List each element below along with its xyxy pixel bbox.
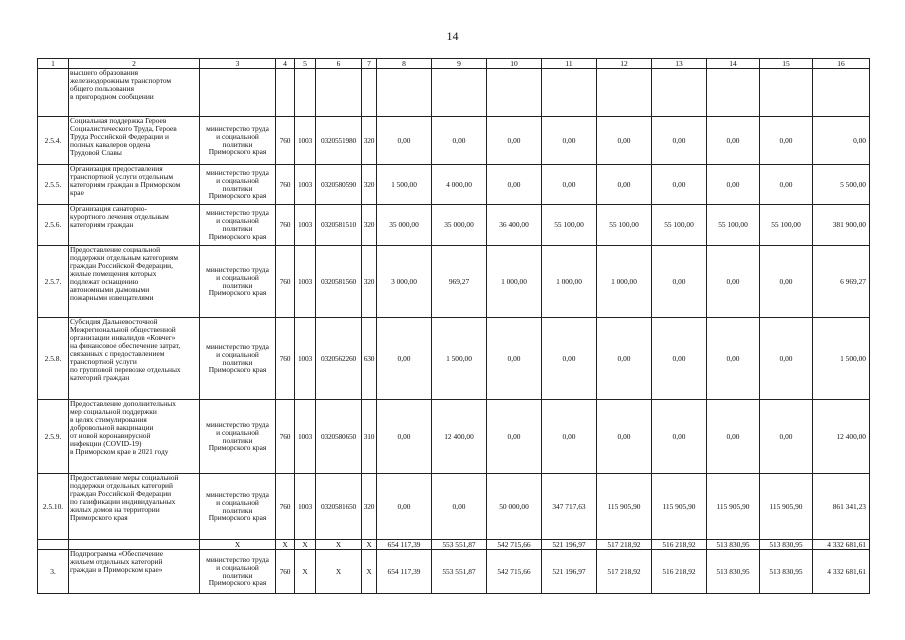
year-value: 0,00 (597, 117, 652, 165)
year-value (377, 69, 432, 117)
row-number: 2.5.10. (38, 474, 69, 540)
year-value: 0,00 (542, 400, 597, 474)
executor-line: политики (222, 280, 253, 290)
executor-line: политики (222, 183, 253, 193)
section-code: 1003 (295, 318, 316, 400)
year-value: 35 000,00 (432, 205, 487, 246)
year-value: 1 000,00 (487, 246, 542, 318)
year-value: 115 905,90 (707, 474, 760, 540)
item-name-line: пожарными извещателями (70, 292, 154, 302)
expense-type-code: 320 (362, 117, 377, 165)
executor-line: и социальной (216, 497, 259, 507)
item-name-line: жилых домов на территории (70, 504, 160, 514)
column-number-11: 11 (542, 59, 597, 69)
total-value: 1 500,00 (813, 318, 870, 400)
item-name-line: Подпрограмма «Обеспечение (70, 549, 164, 558)
executor-line: министерство труда (206, 489, 269, 499)
table-row (38, 474, 870, 540)
year-value: 1 500,00 (432, 318, 487, 400)
item-name (69, 165, 200, 205)
ministry-code (276, 69, 295, 117)
table-row (38, 246, 870, 318)
column-number-2: 2 (69, 59, 200, 69)
item-name-line: крае (70, 187, 84, 197)
item-name-line: Трудовой Славы (70, 147, 122, 157)
item-name-line: на финансовое обеспечение затрат, (70, 340, 181, 350)
year-value: 553 551,87 (432, 540, 487, 550)
year-value: 35 000,00 (377, 205, 432, 246)
item-name-line: поддержки отдельным категориям (70, 252, 179, 262)
total-value: 6 969,27 (813, 246, 870, 318)
item-name (69, 318, 200, 400)
executor-line: министерство труда (206, 208, 269, 218)
executor-line: министерство труда (206, 341, 269, 351)
table-row (38, 117, 870, 165)
executor-line: и социальной (216, 216, 259, 226)
ministry-code: 760 (276, 318, 295, 400)
total-value: 4 332 681,61 (813, 550, 870, 594)
section-code: 1003 (295, 165, 316, 205)
executor (200, 69, 276, 117)
executor (200, 474, 276, 540)
ministry-code: 760 (276, 474, 295, 540)
year-value (597, 69, 652, 117)
year-value: 0,00 (707, 165, 760, 205)
section-code: X (295, 540, 316, 550)
year-value: 115 905,90 (652, 474, 707, 540)
item-name-line: Социальная поддержка Героев (70, 116, 167, 125)
section-code (295, 69, 316, 117)
item-name-line: категориям граждан в Приморском (70, 179, 181, 189)
section-code: 1003 (295, 400, 316, 474)
executor-line: министерство труда (206, 167, 269, 177)
executor (200, 550, 276, 594)
year-value: 347 717,63 (542, 474, 597, 540)
year-value (487, 69, 542, 117)
year-value (652, 69, 707, 117)
item-name-line: Предоставление дополнительных (70, 399, 176, 408)
year-value: 0,00 (760, 400, 813, 474)
year-value: 521 196,97 (542, 540, 597, 550)
year-value: 969,27 (432, 246, 487, 318)
item-name-line: в пригородном сообщении (70, 91, 154, 101)
executor (200, 165, 276, 205)
item-name-line: общего пользования (70, 83, 134, 93)
item-name-line: граждан Российской Федерации (70, 488, 172, 498)
page-number: 14 (446, 29, 459, 43)
column-number-15: 15 (760, 59, 813, 69)
year-value (707, 69, 760, 117)
ministry-code: 760 (276, 400, 295, 474)
year-value: 0,00 (542, 165, 597, 205)
table-row (38, 550, 870, 594)
table-body (38, 69, 870, 594)
executor-line: политики (222, 139, 253, 149)
year-value: 0,00 (652, 318, 707, 400)
item-name-line: Приморского края (70, 512, 128, 522)
year-value: 0,00 (432, 117, 487, 165)
year-value: 516 218,92 (652, 540, 707, 550)
item-name-line: организации инвалидов «Ковчег» (70, 332, 176, 342)
target-article-code: 0320580590 (316, 165, 362, 205)
item-name-line: категорий граждан (70, 372, 130, 382)
item-name-line: Межрегиональной общественной (70, 324, 176, 334)
executor-line: политики (222, 570, 253, 580)
year-value: 513 830,95 (760, 550, 813, 594)
column-number-13: 13 (652, 59, 707, 69)
year-value: 0,00 (597, 400, 652, 474)
executor-line: министерство труда (206, 554, 269, 564)
executor-line: Приморского края (208, 191, 267, 201)
executor-line: Приморского края (208, 288, 267, 298)
year-value: 50 000,00 (487, 474, 542, 540)
table-row (38, 165, 870, 205)
executor-line: и социальной (216, 272, 259, 282)
row-number: 2.5.9. (38, 400, 69, 474)
year-value: 521 196,97 (542, 550, 597, 594)
table-row (38, 69, 870, 117)
item-name (69, 69, 200, 117)
year-value: 12 400,00 (432, 400, 487, 474)
year-value: 0,00 (707, 117, 760, 165)
year-value (760, 69, 813, 117)
item-name-line: добровольной вакцинации (70, 422, 154, 432)
section-code: 1003 (295, 474, 316, 540)
row-number: 2.5.5. (38, 165, 69, 205)
table-row (38, 400, 870, 474)
target-article-code: 0320562260 (316, 318, 362, 400)
item-name-line: курортного лечения отдельным (70, 211, 169, 221)
executor-line: Приморского края (208, 231, 267, 241)
year-value: 0,00 (432, 474, 487, 540)
item-name-line: по газификации индивидуальных (70, 496, 176, 506)
ministry-code: 760 (276, 550, 295, 594)
year-value: 55 100,00 (707, 205, 760, 246)
expense-type-code (362, 69, 377, 117)
year-value: 542 715,66 (487, 540, 542, 550)
item-name-line: Социалистического Труда, Героев (70, 123, 177, 133)
year-value: 55 100,00 (652, 205, 707, 246)
item-name-line: транспортной услуги отдельным (70, 171, 174, 181)
executor-line: политики (222, 505, 253, 515)
expense-type-code: 310 (362, 400, 377, 474)
year-value: 542 715,66 (487, 550, 542, 594)
column-number-9: 9 (432, 59, 487, 69)
executor-line: Приморского края (208, 365, 267, 375)
column-number-12: 12 (597, 59, 652, 69)
row-number: 2.5.7. (38, 246, 69, 318)
target-article-code: X (316, 550, 362, 594)
item-name (69, 540, 200, 550)
item-name-line: Предоставление меры социальной (70, 473, 179, 482)
year-value: 0,00 (487, 318, 542, 400)
column-number-14: 14 (707, 59, 760, 69)
year-value: 517 218,92 (597, 540, 652, 550)
item-name-line: граждан Российской Федерации, (70, 260, 173, 270)
executor-line: Приморского края (208, 147, 267, 157)
year-value: 0,00 (652, 165, 707, 205)
row-number: 2.5.6. (38, 205, 69, 246)
target-article-code: 0320551980 (316, 117, 362, 165)
year-value: 115 905,90 (760, 474, 813, 540)
item-name (69, 205, 200, 246)
expense-type-code: 320 (362, 165, 377, 205)
executor-line: и социальной (216, 562, 259, 572)
item-name-line: по групповой перевозке отдельных (70, 364, 181, 374)
total-value (813, 69, 870, 117)
item-name-line: жильем отдельных категорий (70, 556, 163, 566)
executor-line: и социальной (216, 131, 259, 141)
table-row (38, 205, 870, 246)
item-name-line: в целях стимулирования (70, 414, 147, 424)
item-name (69, 117, 200, 165)
ministry-code: 760 (276, 117, 295, 165)
year-value: 0,00 (597, 318, 652, 400)
year-value: 1 000,00 (597, 246, 652, 318)
executor-line: политики (222, 357, 253, 367)
item-name-line: высшего образования (70, 68, 139, 77)
executor-line: X (234, 539, 241, 549)
target-article-code (316, 69, 362, 117)
year-value: 553 551,87 (432, 550, 487, 594)
item-name-line: Труда Российской Федерации и (70, 131, 169, 141)
target-article-code: 0320581510 (316, 205, 362, 246)
year-value: 0,00 (377, 474, 432, 540)
item-name-line: связанных с предоставлением (70, 348, 165, 358)
year-value: 0,00 (707, 400, 760, 474)
executor-line: политики (222, 224, 253, 233)
column-number-6: 6 (316, 59, 362, 69)
year-value: 0,00 (377, 400, 432, 474)
column-number-5: 5 (295, 59, 316, 69)
row-number: 2.5.4. (38, 117, 69, 165)
expense-type-code: X (362, 550, 377, 594)
item-name (69, 474, 200, 540)
item-name-line: в Приморском крае в 2021 году (70, 446, 169, 456)
target-article-code: 0320581650 (316, 474, 362, 540)
item-name-line: автономными дымовыми (70, 284, 150, 294)
executor (200, 205, 276, 246)
year-value: 1 000,00 (542, 246, 597, 318)
year-value: 36 400,00 (487, 205, 542, 246)
table-row (38, 540, 870, 550)
row-number: 3. (38, 550, 69, 594)
column-number-row (38, 59, 870, 69)
item-name-line: поддержки отдельных категорий (70, 480, 173, 490)
year-value: 0,00 (760, 117, 813, 165)
year-value: 0,00 (760, 165, 813, 205)
item-name-line: железнодорожным транспортом (70, 75, 172, 85)
year-value: 115 905,90 (597, 474, 652, 540)
total-value: 12 400,00 (813, 400, 870, 474)
expense-type-code: 320 (362, 474, 377, 540)
executor-line: и социальной (216, 175, 259, 185)
total-value: 861 341,23 (813, 474, 870, 540)
row-number: 2.5.8. (38, 318, 69, 400)
year-value: 0,00 (487, 117, 542, 165)
target-article-code: 0320581560 (316, 246, 362, 318)
item-name-line: транспортной услуги (70, 356, 137, 366)
section-code: 1003 (295, 246, 316, 318)
table-row (38, 318, 870, 400)
item-name-line: граждан в Приморском крае» (70, 564, 163, 574)
year-value: 0,00 (377, 117, 432, 165)
target-article-code: X (316, 540, 362, 550)
year-value: 0,00 (377, 318, 432, 400)
year-value: 0,00 (652, 117, 707, 165)
executor-line: Приморского края (208, 513, 267, 523)
year-value: 0,00 (487, 165, 542, 205)
item-name-line: Организация предоставления (70, 164, 163, 173)
executor-line: Приморского края (208, 443, 267, 453)
column-number-8: 8 (377, 59, 432, 69)
executor-line: министерство труда (206, 419, 269, 429)
column-number-1: 1 (38, 59, 69, 69)
column-number-7: 7 (362, 59, 377, 69)
item-name-line: подлежат оснащению (70, 276, 139, 286)
year-value: 55 100,00 (597, 205, 652, 246)
year-value: 517 218,92 (597, 550, 652, 594)
year-value: 0,00 (487, 400, 542, 474)
year-value: 513 830,95 (760, 540, 813, 550)
expense-type-code: 320 (362, 246, 377, 318)
executor-line: и социальной (216, 349, 259, 359)
item-name-line: жилые помещения которых (70, 268, 157, 278)
item-name-line: Предоставление социальной (70, 245, 161, 254)
executor (200, 246, 276, 318)
year-value: 0,00 (707, 318, 760, 400)
executor-line: политики (222, 435, 253, 445)
year-value: 55 100,00 (760, 205, 813, 246)
total-value: 4 332 681,61 (813, 540, 870, 550)
section-code: 1003 (295, 205, 316, 246)
total-value: 5 500,00 (813, 165, 870, 205)
section-code: 1003 (295, 117, 316, 165)
executor (200, 540, 276, 550)
item-name-line: Организация санаторно- (70, 204, 147, 213)
year-value: 0,00 (542, 117, 597, 165)
year-value: 0,00 (652, 246, 707, 318)
item-name (69, 550, 200, 594)
year-value: 513 830,95 (707, 540, 760, 550)
executor-line: Приморского края (208, 578, 267, 588)
total-value: 0,00 (813, 117, 870, 165)
target-article-code: 0320580650 (316, 400, 362, 474)
column-number-16: 16 (813, 59, 870, 69)
column-number-3: 3 (200, 59, 276, 69)
year-value: 0,00 (760, 246, 813, 318)
column-number-10: 10 (487, 59, 542, 69)
year-value: 0,00 (760, 318, 813, 400)
executor (200, 318, 276, 400)
budget-table (37, 58, 870, 594)
ministry-code: 760 (276, 165, 295, 205)
executor-line: министерство труда (206, 264, 269, 274)
year-value: 516 218,92 (652, 550, 707, 594)
row-number (38, 69, 69, 117)
column-number-4: 4 (276, 59, 295, 69)
section-code: X (295, 550, 316, 594)
expense-type-code: 630 (362, 318, 377, 400)
year-value: 513 830,95 (707, 550, 760, 594)
year-value: 0,00 (652, 400, 707, 474)
total-value: 381 900,00 (813, 205, 870, 246)
expense-type-code: X (362, 540, 377, 550)
item-name-line: полных кавалеров ордена (70, 139, 151, 149)
executor (200, 400, 276, 474)
year-value (432, 69, 487, 117)
executor (200, 117, 276, 165)
item-name-line: инфекции (COVID-19) (70, 438, 142, 448)
item-name-line: от новой коронавирусной (70, 430, 151, 440)
year-value: 4 000,00 (432, 165, 487, 205)
executor-line: министерство труда (206, 123, 269, 133)
year-value: 654 117,39 (377, 540, 432, 550)
ministry-code: 760 (276, 205, 295, 246)
ministry-code: X (276, 540, 295, 550)
item-name-line: мер социальной поддержки (70, 406, 157, 416)
year-value: 0,00 (707, 246, 760, 318)
item-name-line: Субсидия Дальневосточной (70, 317, 158, 326)
executor-line: и социальной (216, 427, 259, 437)
ministry-code: 760 (276, 246, 295, 318)
year-value: 0,00 (542, 318, 597, 400)
year-value (542, 69, 597, 117)
expense-type-code: 320 (362, 205, 377, 246)
item-name (69, 246, 200, 318)
item-name-line: категориям граждан (70, 219, 134, 229)
year-value: 0,00 (597, 165, 652, 205)
year-value: 3 000,00 (377, 246, 432, 318)
year-value: 654 117,39 (377, 550, 432, 594)
item-name (69, 400, 200, 474)
year-value: 55 100,00 (542, 205, 597, 246)
year-value: 1 500,00 (377, 165, 432, 205)
row-number (38, 540, 69, 550)
